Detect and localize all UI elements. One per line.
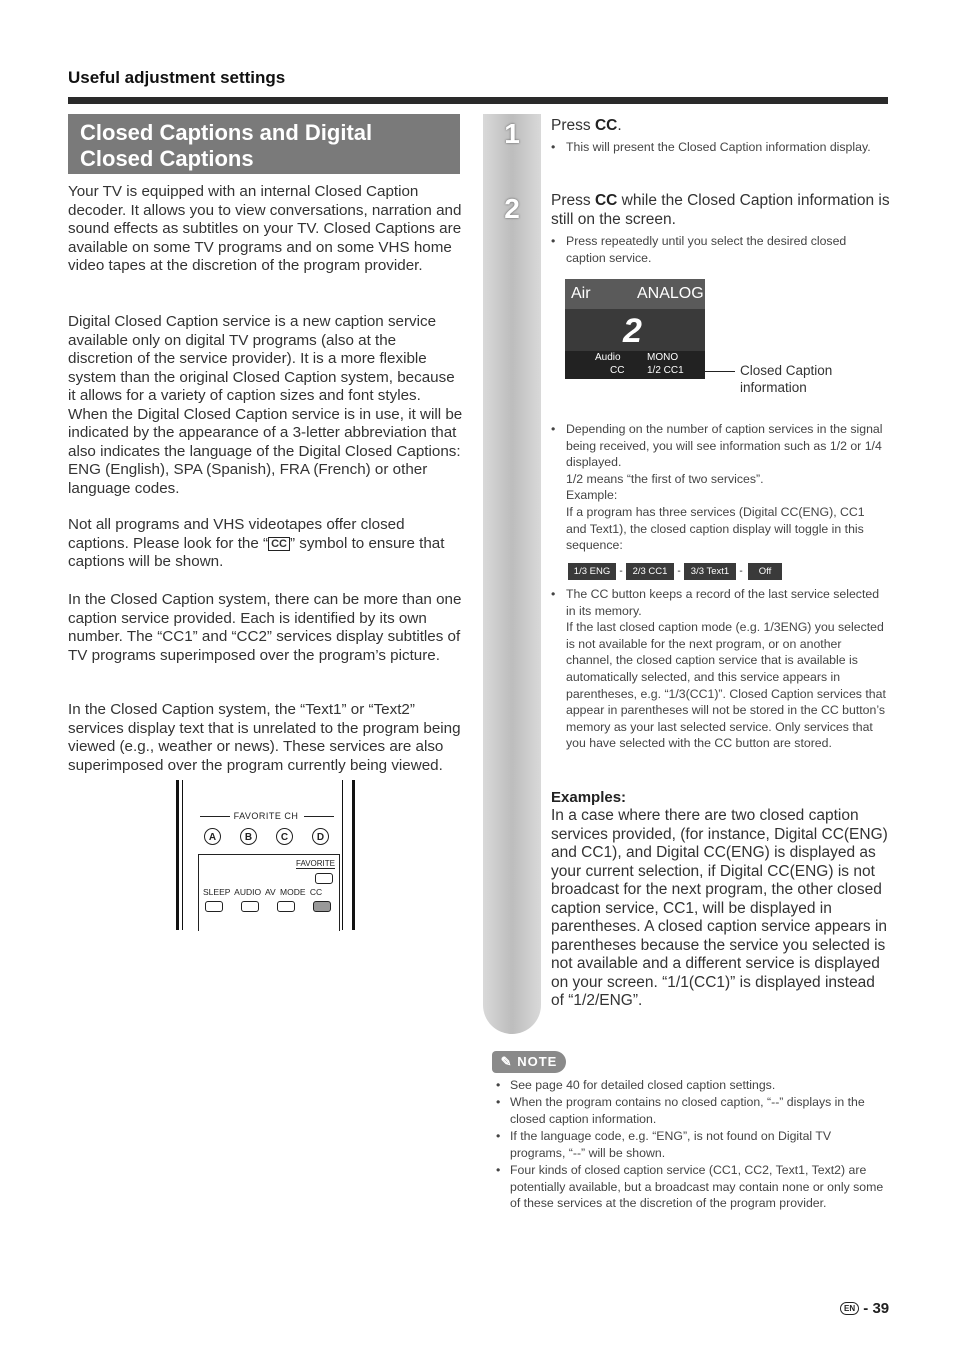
remote-button-labels: SLEEP AUDIO AV MODE CC <box>203 887 323 897</box>
page-number: - 39 <box>863 1300 890 1317</box>
note-item-text: Four kinds of closed caption service (CC1, CC2, Text1, Text2) are potentially available, but a broadcast may contain none or only some of these services at the discretion of the program provider. <box>510 1163 884 1211</box>
seq-item-3: 3/3 Text1 <box>684 563 736 580</box>
step-1-number: 1 <box>504 118 520 149</box>
cc-paragraph-text-after: ” symbol to ensure that captions will be shown. <box>68 534 445 570</box>
audio-button[interactable] <box>241 901 259 912</box>
remote-control-illustration <box>176 780 356 930</box>
favorite-c-button[interactable]: C <box>276 828 293 845</box>
bullet3-line4: If a program has three services (Digital CC(ENG), CC1 and Text1), the closed caption display will toggle in this sequence: <box>566 504 865 553</box>
note-badge <box>492 1051 566 1073</box>
step-1-bullet <box>551 139 886 156</box>
favorite-d-button[interactable]: D <box>312 828 329 845</box>
cc-paragraph-text-before: Not all programs and VHS videotapes offer closed captions. Please look for the “ <box>68 516 405 552</box>
osd-caption-pointer <box>705 371 735 372</box>
bullet-dot: • <box>496 1095 501 1109</box>
text-services-paragraph: In the Closed Caption system, the “Text1” or “Text2” services display text that is unrelated to the program being viewed (e.g., weather or news). These services are also superimposed over the program currently being viewed. <box>68 701 461 774</box>
step-2-bullet <box>551 233 886 266</box>
step-1-key: CC <box>594 117 618 134</box>
pencil-icon: ✎ <box>500 1054 513 1069</box>
bullet3-line3: Example: <box>566 488 618 503</box>
sleep-button[interactable] <box>205 901 223 912</box>
seq-item-4: Off <box>748 563 782 580</box>
bullet-dot: • <box>551 140 556 154</box>
bullet3-main: Depending on the number of caption services in the signal being received, you will see information such as 1/2 or 1/4 displayed. <box>566 422 883 470</box>
language-badge: EN <box>840 1302 859 1315</box>
osd-audio-label: Audio <box>595 352 621 363</box>
favorite-button[interactable] <box>315 873 333 884</box>
header-rule <box>68 97 888 104</box>
osd-audio-value: MONO <box>647 352 679 363</box>
bullet4-main: The CC button keeps a record of the last service selected in its memory. <box>566 587 880 618</box>
step-indicator-bar <box>483 114 541 1034</box>
bullet-dot: • <box>496 1163 501 1177</box>
intro-paragraph: Your TV is equipped with an internal Closed Caption decoder. It allows you to view conversations, narration and sound effects as subtitles on your TV. Closed Captions are available on some TV programs and on some VHS home video tapes at the discretion of the program provider. <box>68 183 462 274</box>
cc-memory-bullet <box>551 586 886 752</box>
bullet-dot: • <box>551 422 556 436</box>
note-item-text: If the language code, e.g. “ENG”, is not found on Digital TV programs, “--” will be shown. <box>510 1129 832 1160</box>
bullet-dot: • <box>496 1129 501 1143</box>
favorite-b-button[interactable]: B <box>240 828 257 845</box>
section-title: Closed Captions and Digital Closed Captions <box>68 114 460 174</box>
step-1-pre: Press <box>551 117 595 134</box>
note-item <box>496 1162 888 1212</box>
step-2-bullet-text: Press repeatedly until you select the desired closed caption service. <box>566 234 847 265</box>
note-item <box>496 1128 888 1161</box>
cc-information-osd <box>565 279 705 379</box>
note-item-text: When the program contains no closed caption, “--” displays in the closed caption information. <box>510 1095 865 1126</box>
bullet3-line2: 1/2 means “the first of two services”. <box>566 471 764 486</box>
osd-air: Air <box>571 285 591 302</box>
remote-button-panel <box>198 854 340 931</box>
seq-arrow-icon: - <box>677 566 681 577</box>
page-header-title: Useful adjustment settings <box>68 68 286 87</box>
step-1-bullet-text: This will present the Closed Caption information display. <box>566 140 871 154</box>
step-2-number: 2 <box>504 193 520 224</box>
favorite-a-button[interactable]: A <box>204 828 221 845</box>
step-2-pre: Press <box>551 192 595 209</box>
cc-symbol-icon: CC <box>268 537 290 551</box>
remote-edge-left-inner <box>182 780 183 930</box>
av-mode-button[interactable] <box>277 901 295 912</box>
osd-caption-label: Closed Caption information <box>740 363 833 395</box>
cc-services-paragraph: In the Closed Caption system, there can be more than one caption service provided. Each is identified by its own number. The “CC1” and “CC2” services display subtitles of TV programs superimposed over the program’s picture. <box>68 591 462 664</box>
cc-button[interactable] <box>313 901 331 912</box>
seq-arrow-icon: - <box>739 566 743 577</box>
favorite-label: FAVORITE <box>296 859 335 868</box>
step-2-key: CC <box>594 192 618 209</box>
bullet4-rest: If the last closed caption mode (e.g. 1/3ENG) you selected is not available for the next program, or on another channel, the closed caption service that is available is automatically selected, and this service appears in parentheses, e.g. “1/3(CC1)”. Closed Caption services that appear in parentheses will not be stored in the CC button’s memory as your last selected service. Only services that you have selected with the CC button are stored. <box>566 620 886 751</box>
seq-item-2: 2/3 CC1 <box>626 563 674 580</box>
osd-cc-value: 1/2 CC1 <box>647 365 684 376</box>
bullet-dot: • <box>551 234 556 248</box>
bullet-dot: • <box>551 587 556 601</box>
osd-cc-label: CC <box>610 365 625 376</box>
step-2-text <box>551 191 891 229</box>
note-item <box>496 1077 888 1094</box>
osd-analog: ANALOG <box>637 285 704 302</box>
remote-edge-right-inner <box>342 780 343 930</box>
page-footer <box>840 1300 889 1317</box>
cc-symbol-paragraph <box>68 516 463 572</box>
step-1-post: . <box>617 117 622 134</box>
osd-channel-number: 2 <box>623 312 642 350</box>
note-item <box>496 1094 888 1127</box>
examples-title: Examples: <box>551 789 627 806</box>
digital-cc-paragraph: Digital Closed Caption service is a new caption service available only on digital TV programs (also at the discretion of the service provider). It is a more flexible system than the original Closed Caption system, because it allows for a variety of caption sizes and font styles. When the Digital Closed Caption service is in use, it will be indicated by the appearance of a 3-letter abbreviation that also indicates the language of the Digital Closed Captions: ENG (English), SPA (Spanish), FRA (French) or other language codes. <box>68 313 463 497</box>
remote-edge-left <box>176 780 179 930</box>
favorite-ch-label: FAVORITE CH <box>233 811 299 821</box>
osd-info-panel <box>565 351 705 379</box>
osd-header <box>565 279 705 309</box>
seq-item-1: 1/3 ENG <box>568 563 616 580</box>
caption-services-bullet <box>551 421 886 554</box>
step-2-post: while the Closed Caption information is still on the screen. <box>551 192 890 228</box>
examples-text: In a case where there are two closed caption services provided, (for instance, Digital CC(ENG) and CC1), and Digital CC(ENG) is displayed as your current selection, if Digital CC(ENG) is not broadcast for the next program, the other closed caption service, CC1, will be displayed in parentheses. A closed caption service appears in parentheses because the service you selected is not available and a different service is displayed on your screen. “1/1(CC1)” is displayed instead of “1/2/ENG”. <box>551 807 888 1009</box>
step-1-text <box>551 116 891 135</box>
seq-arrow-icon: - <box>619 566 623 577</box>
bullet-dot: • <box>496 1078 501 1092</box>
note-label: NOTE <box>517 1054 558 1069</box>
remote-edge-right <box>352 780 355 930</box>
note-item-text: See page 40 for detailed closed caption settings. <box>510 1078 776 1092</box>
